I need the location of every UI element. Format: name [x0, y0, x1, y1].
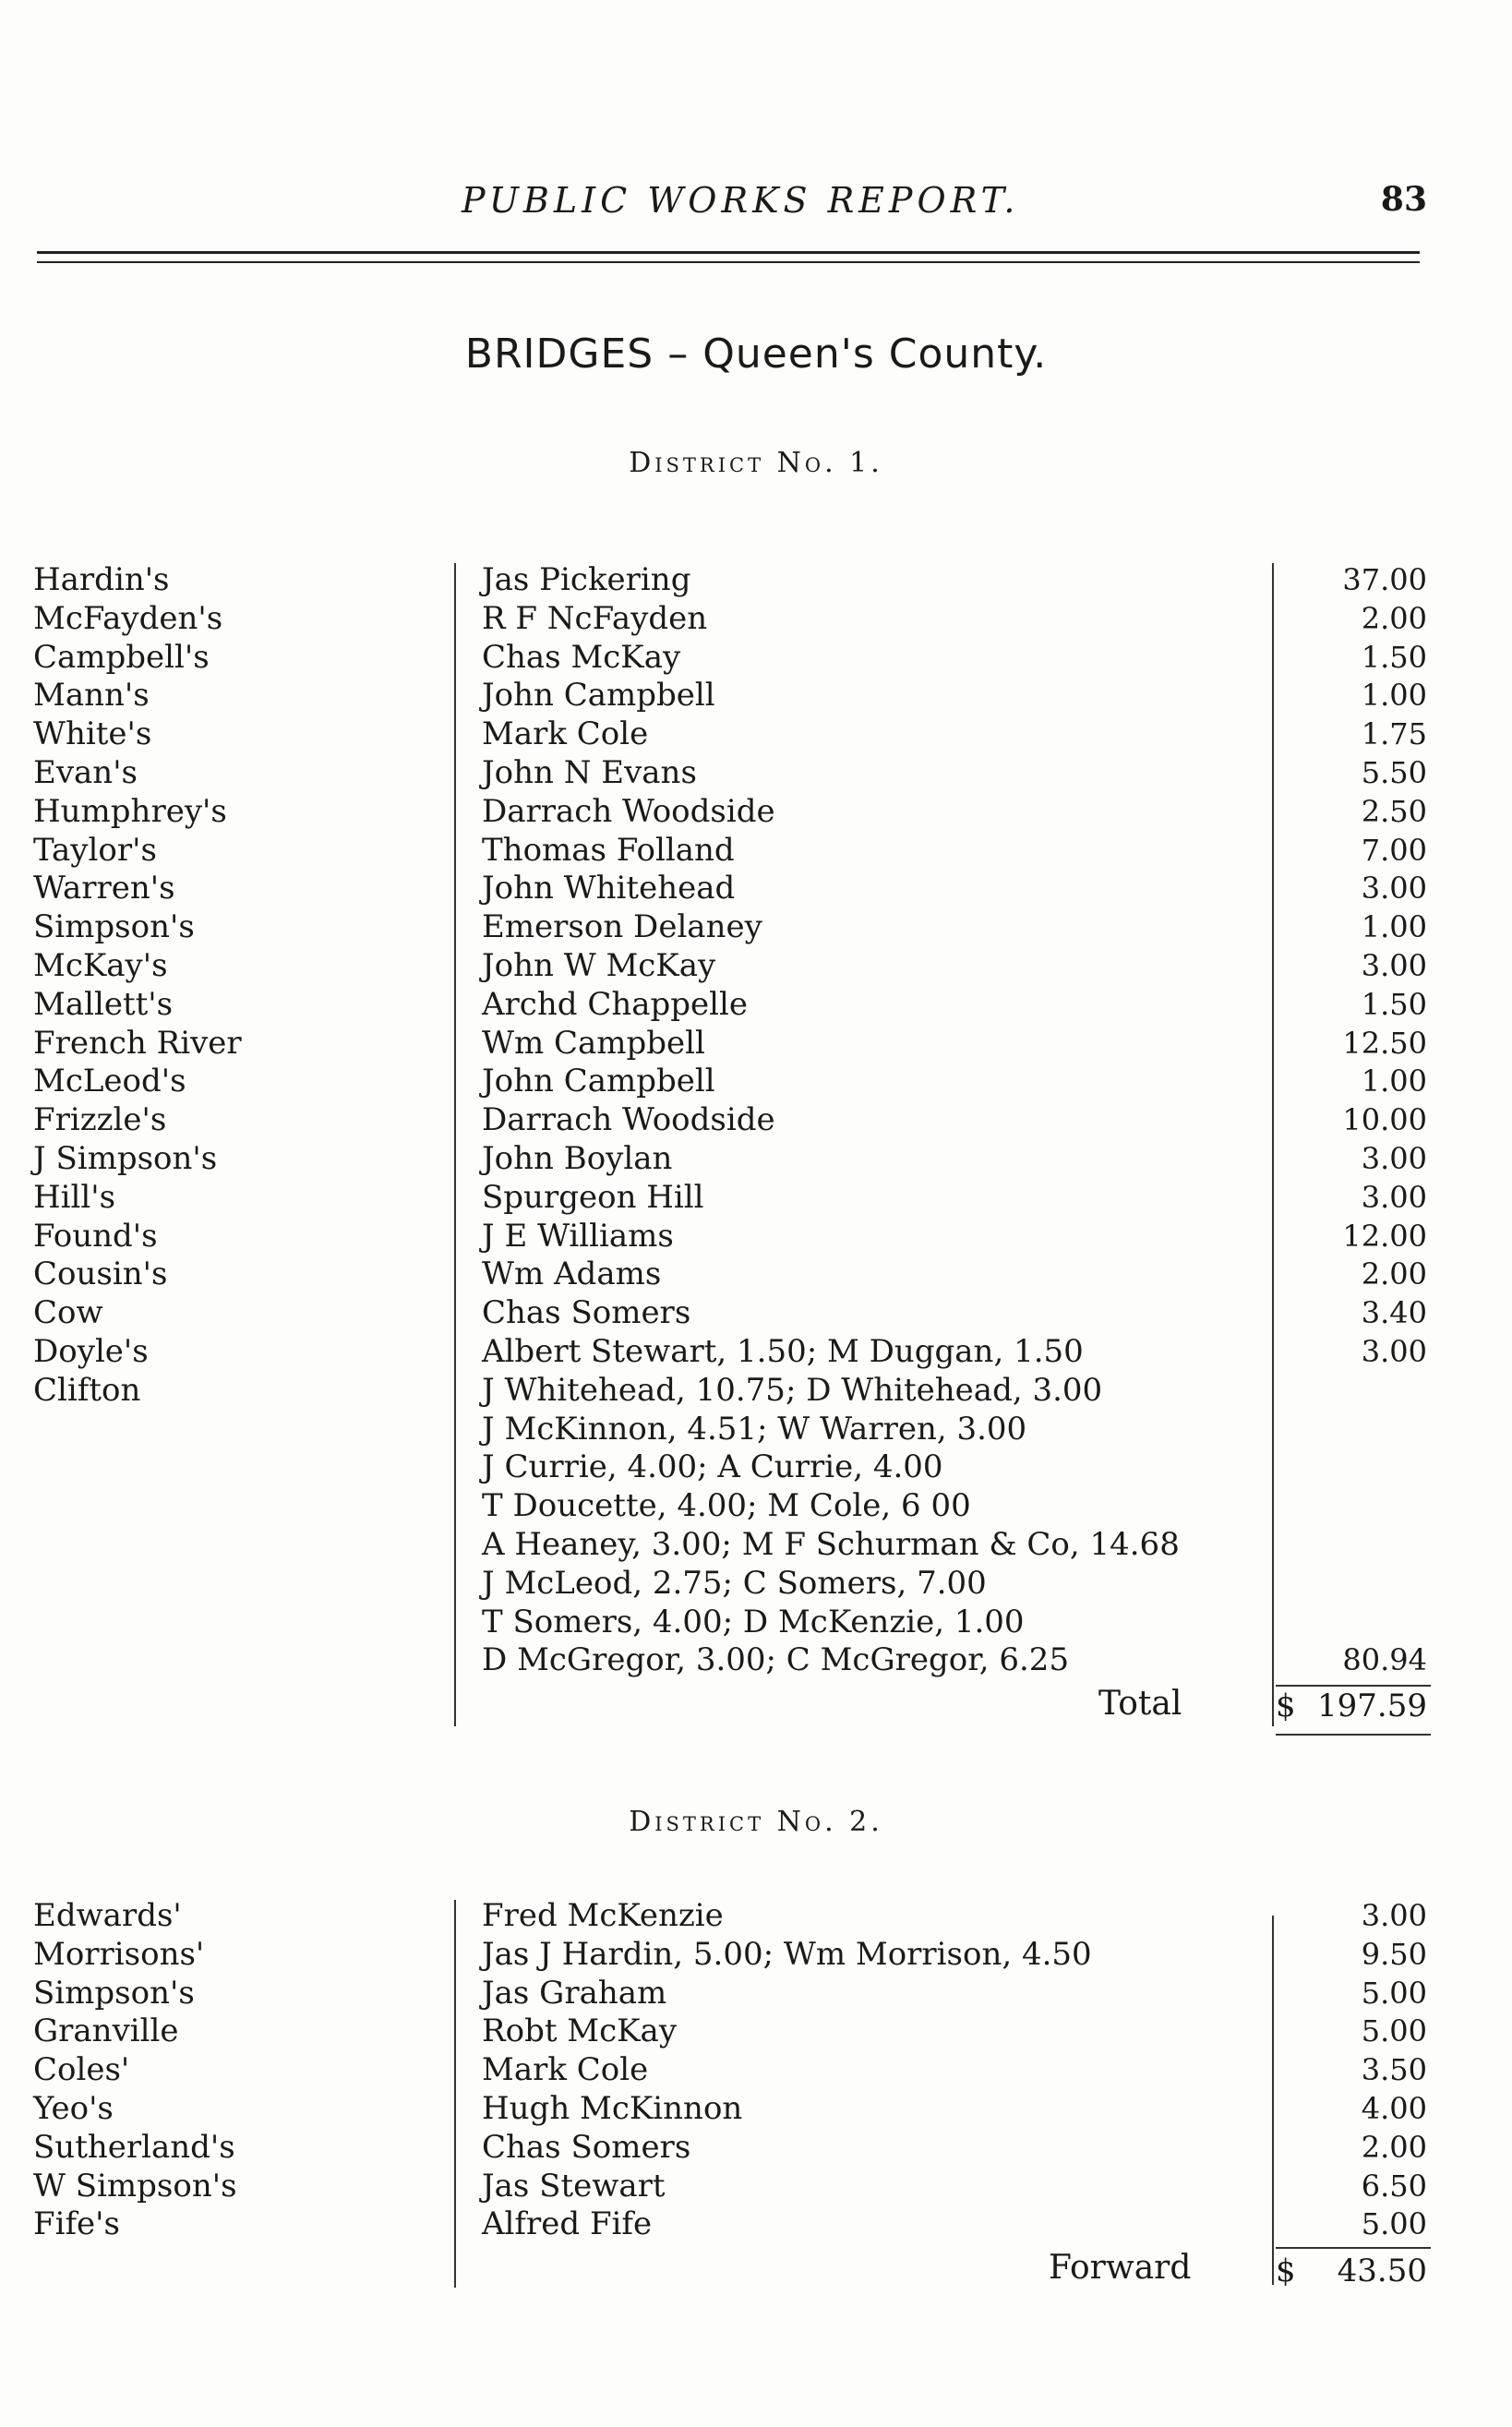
district-1-amounts-row: 1.50 — [1361, 639, 1427, 675]
district-1-amounts-row: 5.50 — [1361, 754, 1427, 790]
district-1-amounts-row: 3.40 — [1361, 1295, 1427, 1331]
district-1-amounts-row — [1342, 1565, 1427, 1604]
district-1-amounts-row — [1342, 1487, 1427, 1526]
district-2-amounts-row: 5.00 — [1361, 2013, 1427, 2049]
district-1-amounts-row: 1.50 — [1361, 986, 1427, 1022]
district-1-payees-row: Wm Campbell — [482, 1024, 705, 1062]
page-number: 83 — [1380, 180, 1427, 219]
district-2-bridges-row: Morrisons' — [33, 1935, 205, 1973]
district-2-payees-row: Mark Cole — [482, 2051, 649, 2089]
district-1-payees-row: D McGregor, 3.00; C McGregor, 6.25 — [482, 1641, 1070, 1679]
district-1-bridges-row: McFayden's — [33, 599, 223, 637]
district-1-amounts-row: 1.00 — [1361, 909, 1427, 945]
district-1-bridges-row: Taylor's — [33, 831, 157, 869]
district-1-total-label: Total — [1098, 1685, 1182, 1723]
district-2-left-rule — [454, 1900, 456, 2288]
district-1-bridges-row: J Simpson's — [33, 1139, 218, 1177]
district-1-amounts-row: 37.00 — [1342, 562, 1427, 597]
district-2-payees-row: Chas Somers — [482, 2128, 691, 2166]
district-1-amounts-row: 1.00 — [1361, 678, 1427, 714]
district-1-amounts-row — [1342, 1372, 1427, 1411]
district-1-amounts-row: 3.00 — [1361, 947, 1427, 983]
district-1-total: 197.59 — [1317, 1688, 1427, 1724]
district-1-payees-row: Darrach Woodside — [482, 792, 775, 830]
district-2-payees-row: Jas Graham — [482, 1974, 667, 2012]
district-2-right-rule — [1272, 1916, 1274, 2285]
district-1-amounts-row: 2.50 — [1361, 793, 1427, 829]
district-2-amounts-row: 3.00 — [1361, 1898, 1427, 1933]
district-1-currency: $ — [1276, 1688, 1296, 1724]
district-1-title: District No. 1. — [629, 447, 883, 479]
district-1-bridges-row: Hill's — [33, 1178, 116, 1216]
district-1-amounts-row: 2.00 — [1361, 600, 1427, 636]
header-rule-top — [37, 251, 1420, 254]
district-1-total-rule — [1276, 1734, 1431, 1736]
district-1-payees-row: John N Evans — [482, 753, 697, 791]
district-1-bridges — [33, 561, 242, 1411]
district-2-bridges-row: Fife's — [33, 2205, 120, 2243]
district-1-payees-row: Chas McKay — [482, 638, 681, 676]
district-1-payees-row: J McKinnon, 4.51; W Warren, 3.00 — [482, 1410, 1027, 1448]
district-1-right-rule — [1272, 563, 1274, 1726]
page-title: BRIDGES – Queen's County. — [464, 330, 1048, 378]
district-1-payees-row: John Campbell — [482, 1063, 715, 1100]
district-2-subtotal-rule — [1276, 2247, 1431, 2249]
district-1-payees-row: John Whitehead — [482, 870, 736, 907]
district-1-bridges-row: Clifton — [33, 1371, 141, 1409]
district-1-bridges-row: McKay's — [33, 946, 168, 984]
district-1-amounts-row: 1.00 — [1361, 1063, 1427, 1099]
district-2-currency: $ — [1276, 2253, 1296, 2289]
district-2-amounts-row: 9.50 — [1361, 1936, 1427, 1972]
district-2-payees-row: Jas Stewart — [482, 2167, 666, 2205]
district-1-payees-row: T Doucette, 4.00; M Cole, 6 00 — [482, 1487, 971, 1525]
district-2-bridges-row: Simpson's — [33, 1974, 195, 2012]
district-1-bridges-row: Evan's — [33, 753, 138, 791]
district-1-payees-row: Thomas Folland — [482, 831, 735, 869]
district-1-payees-row: Emerson Delaney — [482, 908, 762, 946]
district-2-bridges-row: Sutherland's — [33, 2128, 235, 2166]
district-1-payees-row: R F NcFayden — [482, 599, 708, 637]
district-1-amounts-row: 80.94 — [1342, 1642, 1427, 1678]
district-2-payees-row: Jas J Hardin, 5.00; Wm Morrison, 4.50 — [482, 1935, 1092, 1973]
district-2-payees-row: Alfred Fife — [482, 2205, 653, 2243]
district-2-payees-row: Robt McKay — [482, 2012, 678, 2050]
district-1-payees-row: A Heaney, 3.00; M F Schurman & Co, 14.68 — [482, 1525, 1180, 1563]
district-1-payees-row: John Campbell — [482, 677, 715, 715]
district-1-amounts-row: 10.00 — [1342, 1102, 1427, 1138]
district-1-payees-row: J Whitehead, 10.75; D Whitehead, 3.00 — [482, 1371, 1103, 1409]
district-1-bridges-row: White's — [33, 715, 152, 753]
district-1-payees-row: J E Williams — [482, 1217, 674, 1255]
district-1-bridges-row: Hardin's — [33, 561, 170, 598]
district-1-bridges-row: Cow — [33, 1294, 103, 1332]
district-1-bridges-row: Frizzle's — [33, 1101, 167, 1139]
district-1-amounts — [1342, 561, 1427, 1680]
district-1-amounts-row: 3.00 — [1361, 871, 1427, 907]
district-1-payees-row: John Boylan — [482, 1139, 673, 1177]
district-1-payees-row: T Somers, 4.00; D McKenzie, 1.00 — [482, 1603, 1025, 1640]
district-1-amounts-row — [1342, 1448, 1427, 1487]
district-2-bridges — [33, 1897, 237, 2244]
district-1-amounts-row: 7.00 — [1361, 832, 1427, 868]
district-2-forward-label: Forward — [1049, 2249, 1192, 2287]
district-2-title: District No. 2. — [629, 1806, 883, 1838]
district-2-forward: 43.50 — [1337, 2253, 1427, 2289]
district-1-bridges-row: Mallett's — [33, 985, 174, 1023]
district-1-amounts-row: 1.75 — [1361, 716, 1427, 752]
district-1-bridges-row: Humphrey's — [33, 792, 227, 830]
district-2-amounts-row: 5.00 — [1361, 1975, 1427, 2011]
district-1-bridges-row: Found's — [33, 1217, 158, 1255]
district-1-amounts-row: 3.00 — [1361, 1333, 1427, 1369]
district-1-amounts-row — [1342, 1526, 1427, 1565]
district-1-payees-row: Wm Adams — [482, 1256, 662, 1293]
district-2-amounts-row: 2.00 — [1361, 2129, 1427, 2165]
district-1-bridges-row: Doyle's — [33, 1332, 149, 1370]
district-2-amounts-row: 6.50 — [1361, 2168, 1427, 2204]
running-title: PUBLIC WORKS REPORT. — [462, 180, 1020, 221]
district-1-amounts-row — [1342, 1604, 1427, 1642]
district-1-bridges-row: Cousin's — [33, 1256, 168, 1293]
district-2-amounts-row: 4.00 — [1361, 2090, 1427, 2126]
district-1-payees-row: J Currie, 4.00; A Currie, 4.00 — [482, 1448, 943, 1486]
district-1-payees-row: Darrach Woodside — [482, 1101, 775, 1139]
district-1-payees-row: Jas Pickering — [482, 561, 691, 598]
district-2-amounts-row: 5.00 — [1361, 2206, 1427, 2242]
district-2-payees-row: Fred McKenzie — [482, 1897, 724, 1934]
district-2-payees — [482, 1897, 1092, 2244]
district-1-payees-row: Spurgeon Hill — [482, 1178, 704, 1216]
header-rule-bottom — [37, 261, 1420, 263]
district-1-amounts-row: 3.00 — [1361, 1179, 1427, 1215]
district-2-payees-row: Hugh McKinnon — [482, 2089, 743, 2127]
district-1-payees — [482, 561, 1180, 1680]
district-1-bridges-row: French River — [33, 1024, 242, 1062]
district-1-amounts-row: 3.00 — [1361, 1140, 1427, 1176]
district-2-bridges-row: Edwards' — [33, 1897, 182, 1934]
district-2-bridges-row: W Simpson's — [33, 2167, 237, 2205]
district-1-payees-row: John W McKay — [482, 946, 716, 984]
district-1-payees-row: Chas Somers — [482, 1294, 691, 1332]
district-2-bridges-row: Coles' — [33, 2051, 130, 2089]
district-1-bridges-row: Campbell's — [33, 638, 210, 676]
page-header — [0, 180, 1512, 235]
district-1-amounts-row: 12.50 — [1342, 1025, 1427, 1061]
district-2-bridges-row: Granville — [33, 2012, 179, 2050]
district-1-amounts-row: 12.00 — [1342, 1218, 1427, 1254]
district-1-bridges-row: Warren's — [33, 870, 175, 907]
district-1-payees-row: Albert Stewart, 1.50; M Duggan, 1.50 — [482, 1332, 1084, 1370]
district-2-amounts-row: 3.50 — [1361, 2052, 1427, 2088]
district-1-bridges-row: McLeod's — [33, 1063, 186, 1100]
district-1-payees-row: Mark Cole — [482, 715, 649, 753]
district-2-bridges-row: Yeo's — [33, 2089, 114, 2127]
district-1-bridges-row: Mann's — [33, 677, 150, 715]
district-1-left-rule — [454, 563, 456, 1726]
district-1-payees-row: J McLeod, 2.75; C Somers, 7.00 — [482, 1564, 987, 1602]
district-1-subtotal-rule — [1276, 1685, 1431, 1687]
district-1-payees-row: Archd Chappelle — [482, 985, 749, 1023]
district-1-amounts-row: 2.00 — [1361, 1256, 1427, 1292]
district-1-amounts-row — [1342, 1411, 1427, 1449]
district-2-amounts — [1362, 1897, 1427, 2244]
district-1-bridges-row: Simpson's — [33, 908, 195, 946]
